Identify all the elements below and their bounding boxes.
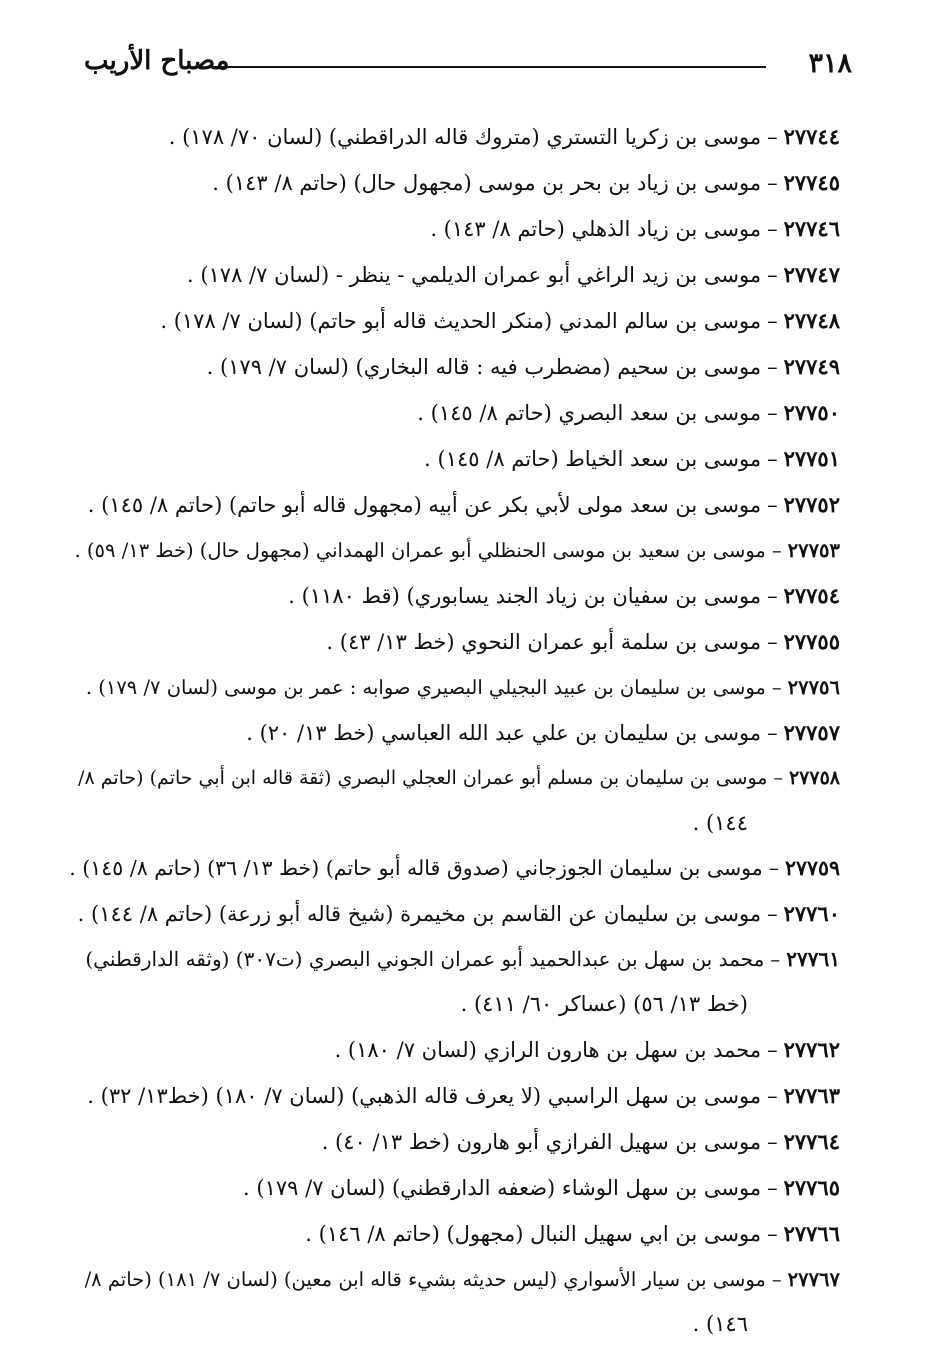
entry-number: ٢٧٧٦٣ [783,1083,840,1108]
entry-number: ٢٧٧٤٨ [783,308,840,333]
page-number: ٣١٨ [808,48,852,79]
entry-separator: – [767,1084,778,1108]
entry-number: ٢٧٧٥٨ [788,767,840,789]
entry-continuation: ١٤٤) . [692,811,748,835]
page-header [84,44,852,88]
entry-number: ٢٧٧٦٤ [783,1129,840,1154]
entry-number: ٢٧٧٤٧ [783,262,840,287]
entry-separator: – [771,1268,782,1291]
entry-text: موسى بن سليمان الجوزجاني (صدوق قاله أبو حاتم) (خط ١٣/ ٣٦) (حاتم ٨/ ١٤٥) . [69,856,763,880]
entry-separator: – [767,401,778,425]
entry-text: موسى بن سليمان بن عبيد البجيلي البصيري صوابه : عمر بن موسى (لسان ٧/ ١٧٩) . [85,676,766,699]
entry-text: موسى بن ابي سهيل النبال (مجهول) (حاتم ٨/ ١٤٦) . [305,1222,762,1246]
entry-separator: – [767,493,778,517]
entry-item [70,344,840,390]
entry-item [70,206,840,252]
entry-number: ٢٧٧٦٢ [783,1037,840,1062]
entry-separator: – [771,676,782,699]
entry-item [70,1119,840,1165]
entry-item [70,160,840,206]
entry-text: موسى بن سهيل الفرازي أبو هارون (خط ١٣/ ٤٠) . [321,1130,762,1154]
entry-text: موسى بن زكريا التستري (متروك قاله الدراقطني) (لسان ٧٠/ ١٧٨) . [168,125,762,149]
entry-text: موسى بن سعيد بن موسى الحنظلي أبو عمران الهمداني (مجهول حال) (خط ١٣/ ٥٩) . [74,539,766,562]
entry-continuation: ١٤٦) . [692,1312,748,1336]
entry-text: موسى بن سلمة أبو عمران النحوي (خط ١٣/ ٤٣) . [326,630,762,654]
entry-item [70,573,840,619]
entry-item [70,252,840,298]
entry-text: موسى بن سيار الأسواري (ليس حديثه بشيء قاله ابن معين) (لسان ٧/ ١٨١) (حاتم ٨/ [84,1268,766,1291]
entry-text: محمد بن سهل بن هارون الرازي (لسان ٧/ ١٨٠) . [334,1038,762,1062]
book-title: مصباح الأريب [84,46,230,76]
entry-number: ٢٧٧٦١ [786,947,840,971]
entry-item [70,756,840,801]
entry-number: ٢٧٧٥١ [783,446,840,471]
header-rule [208,66,766,68]
entry-text: محمد بن سهل بن عبدالحميد أبو عمران الجوني البصري (ت٣٠٧) (وثقه الدارقطني) [85,947,765,971]
entry-separator: – [767,630,778,654]
entry-item [70,619,840,665]
entry-text: موسى بن سليمان بن علي عبد الله العباسي (خط ١٣/ ٢٠) . [246,721,762,745]
entry-continuation: (خط ١٣/ ٥٦) (عساكر ٦٠/ ٤١١) . [460,992,748,1016]
entry-separator: – [767,902,778,926]
entry-number: ٢٧٧٦٧ [787,1268,840,1291]
entry-separator: – [767,309,778,333]
entry-separator: – [767,1222,778,1246]
entry-number: ٢٧٧٥٣ [787,539,840,562]
entry-text: موسى بن سليمان بن مسلم أبو عمران العجلي البصري (ثقة قاله ابن أبي حاتم) (حاتم ٨/ [78,767,768,789]
entry-text: موسى بن سحيم (مضطرب فيه : قاله البخاري) (لسان ٧/ ١٧٩) . [206,355,762,379]
entry-item [70,298,840,344]
entry-text: موسى بن زياد الذهلي (حاتم ٨/ ١٤٣) . [430,217,762,241]
entry-item [70,710,840,756]
entry-text: موسى بن سالم المدني (منكر الحديث قاله أبو حاتم) (لسان ٧/ ١٧٨) . [160,309,762,333]
entry-text: موسى بن سفيان بن زياد الجند يسابوري) (قط ١١٨٠) . [288,584,762,608]
entry-separator: – [773,767,783,789]
entry-number: ٢٧٧٥٢ [783,492,840,517]
entry-number: ٢٧٧٥٧ [783,720,840,745]
entry-text: موسى بن زيد الراغي أبو عمران الديلمي - ينظر - (لسان ٧/ ١٧٨) . [186,263,762,287]
entry-number: ٢٧٧٤٥ [783,170,840,195]
entry-separator: – [767,1130,778,1154]
entry-separator: – [767,171,778,195]
entry-text: موسى بن زياد بن بحر بن موسى (مجهول حال) (حاتم ٨/ ١٤٣) . [212,171,762,195]
entry-separator: – [767,1038,778,1062]
entry-number: ٢٧٧٥٦ [787,676,840,699]
entry-item [70,482,840,528]
entry-number: ٢٧٧٦٠ [783,901,840,926]
entry-item [70,1073,840,1119]
entry-list [70,114,840,1347]
entry-text: موسى بن سهل الراسبي (لا يعرف قاله الذهبي) (لسان ٧/ ١٨٠) (خط١٣/ ٣٢) . [87,1084,762,1108]
entry-number: ٢٧٧٦٥ [783,1175,840,1200]
entry-separator: – [767,584,778,608]
entry-separator: – [767,217,778,241]
entry-separator: – [767,125,778,149]
entry-text: موسى بن سهل الوشاء (ضعفه الدارقطني) (لسان ٧/ ١٧٩) . [243,1176,762,1200]
entry-separator: – [767,355,778,379]
entry-item [70,665,840,710]
entry-number: ٢٧٧٤٩ [783,354,840,379]
entry-number: ٢٧٧٥٥ [783,629,840,654]
entry-item [70,891,840,937]
entry-number: ٢٧٧٥٤ [783,583,840,608]
entry-item [70,114,840,160]
entry-separator: – [771,539,782,562]
entry-number: ٢٧٧٥٩ [784,856,840,880]
entry-item [70,390,840,436]
entry-item [70,846,840,891]
entry-separator: – [767,447,778,471]
entry-item [70,1165,840,1211]
entry-separator: – [770,947,781,971]
entry-number: ٢٧٧٤٤ [783,124,840,149]
entry-number: ٢٧٧٤٦ [783,216,840,241]
entry-separator: – [767,1176,778,1200]
entry-text: موسى بن سليمان عن القاسم بن مخيمرة (شيخ قاله أبو زرعة) (حاتم ٨/ ١٤٤) . [77,902,762,926]
entry-text: موسى بن سعد البصري (حاتم ٨/ ١٤٥) . [417,401,762,425]
entry-item [70,436,840,482]
entry-separator: – [768,856,779,880]
entry-item [70,528,840,573]
entry-number: ٢٧٧٥٠ [783,400,840,425]
entry-item [70,1211,840,1257]
entry-text: موسى بن سعد الخياط (حاتم ٨/ ١٤٥) . [424,447,762,471]
entry-item [70,937,840,982]
entry-separator: – [767,263,778,287]
entry-item [70,1257,840,1302]
entry-separator: – [767,721,778,745]
entry-number: ٢٧٧٦٦ [783,1221,840,1246]
entry-text: موسى بن سعد مولى لأبي بكر عن أبيه (مجهول قاله أبو حاتم) (حاتم ٨/ ١٤٥) . [87,493,762,517]
entry-item [70,1027,840,1073]
